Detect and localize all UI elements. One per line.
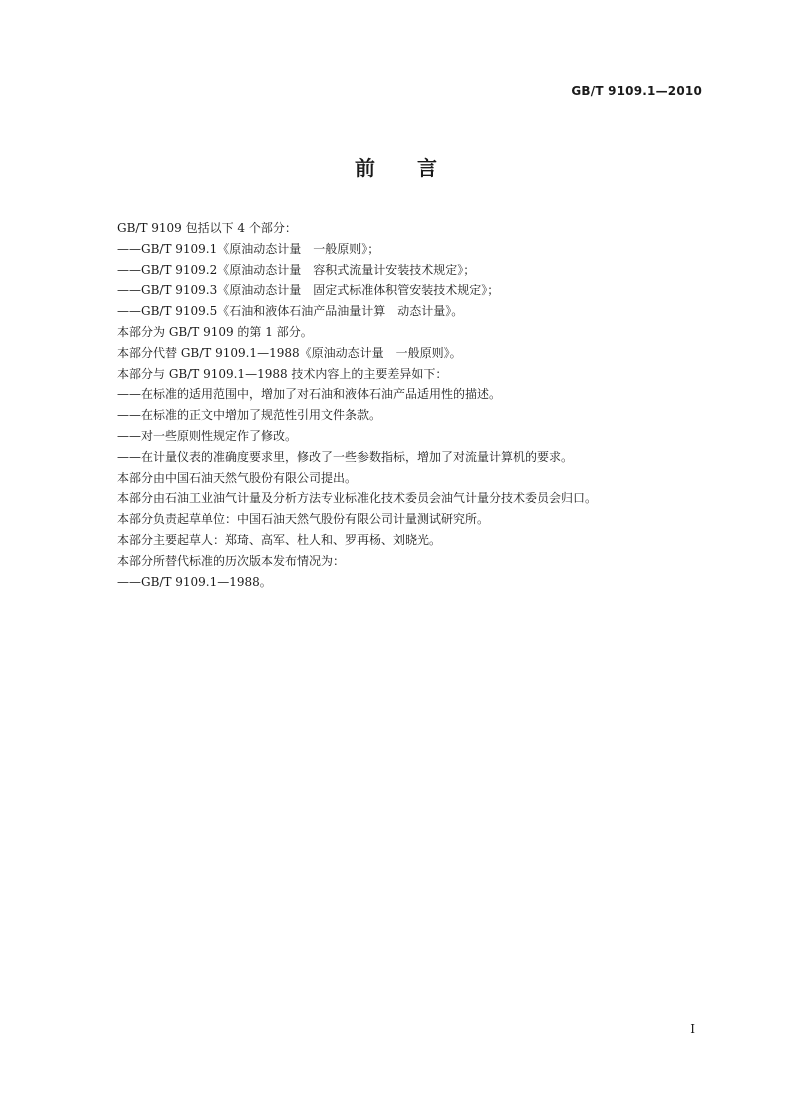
standard-code: GB/T 9109.1—2010 xyxy=(571,84,702,98)
text-line: ——在标准的适用范围中，增加了对石油和液体石油产品适用性的描述。 xyxy=(117,387,502,402)
text-line: 本部分代替 GB/T 9109.1—1988《原油动态计量 一般原则》。 xyxy=(117,345,462,360)
text-line: ——GB/T 9109.1《原油动态计量 一般原则》； xyxy=(117,241,380,256)
text-line: 本部分主要起草人：郑琦、高军、杜人和、罗再杨、刘晓光。 xyxy=(117,532,442,547)
text-line: ——GB/T 9109.2《原油动态计量 容积式流量计安装技术规定》； xyxy=(117,262,476,277)
text-line: ——GB/T 9109.3《原油动态计量 固定式标准体积管安装技术规定》； xyxy=(117,283,500,298)
text-line: 本部分为 GB/T 9109 的第 1 部分。 xyxy=(117,324,313,339)
text-line: 本部分所替代标准的历次版本发布情况为： xyxy=(117,553,346,568)
text-line: ——在标准的正文中增加了规范性引用文件条款。 xyxy=(117,408,382,423)
page-number: I xyxy=(690,1022,695,1036)
text-line: ——在计量仪表的准确度要求里，修改了一些参数指标，增加了对流量计算机的要求。 xyxy=(117,449,574,464)
text-line: 本部分负责起草单位：中国石油天然气股份有限公司计量测试研究所。 xyxy=(117,512,490,527)
page-title: 前言 xyxy=(355,156,479,180)
text-line: ——GB/T 9109.5《石油和液体石油产品油量计算 动态计量》。 xyxy=(117,304,464,319)
foreword-body xyxy=(117,218,717,592)
text-line: ——对一些原则性规定作了修改。 xyxy=(117,428,298,443)
text-line: 本部分由石油工业油气计量及分析方法专业标准化技术委员会油气计量分技术委员会归口。 xyxy=(117,491,598,506)
text-line: 本部分与 GB/T 9109.1—1988 技术内容上的主要差异如下： xyxy=(117,366,448,381)
text-line: ——GB/T 9109.1—1988。 xyxy=(117,574,272,589)
text-line: 本部分由中国石油天然气股份有限公司提出。 xyxy=(117,470,358,485)
text-line: GB/T 9109 包括以下 4 个部分： xyxy=(117,221,297,235)
